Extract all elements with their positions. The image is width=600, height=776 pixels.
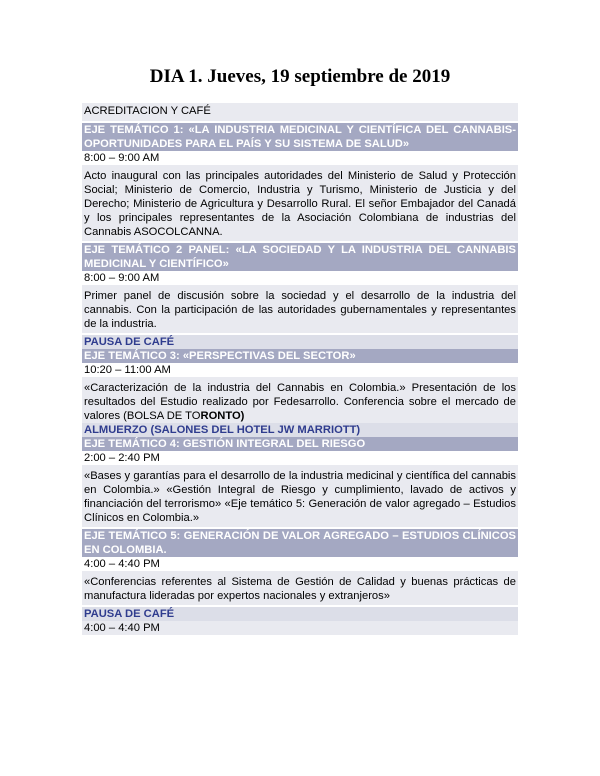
- eje3-description: [82, 377, 518, 423]
- eje4-description: «Bases y garantías para el desarrollo de la industria medicinal y científica del cannabis en Colombia.» «Gestión Integral de Riesgo y cumplimiento, lavado de activos y financiación del terrorismo» «Eje temático 5: Generación de valor agregado – Estudios Clínicos en Colombia.»: [82, 465, 518, 527]
- eje1-time: 8:00 – 9:00 AM: [82, 151, 518, 165]
- agenda-table: [82, 103, 518, 635]
- eje3-description-bold: RONTO): [200, 410, 245, 422]
- almuerzo-row: ALMUERZO (SALONES DEL HOTEL JW MARRIOTT): [82, 423, 518, 437]
- eje3-time: 10:20 – 11:00 AM: [82, 363, 518, 377]
- eje5-time: 4:00 – 4:40 PM: [82, 557, 518, 571]
- page-title: DIA 1. Jueves, 19 septiembre de 2019: [149, 66, 451, 87]
- pausa-cafe-2: PAUSA DE CAFÉ: [82, 607, 518, 621]
- eje5-header: EJE TEMÁTICO 5: GENERACIÓN DE VALOR AGREGADO – ESTUDIOS CLÍNICOS EN COLOMBIA.: [84, 530, 516, 556]
- eje4-header: EJE TEMÁTICO 4: GESTIÓN INTEGRAL DEL RIESGO: [82, 437, 518, 451]
- eje3-description-text: «Caracterización de la industria del Cannabis en Colombia.» Presentación de los resultados del Estudio realizado por Fedesarrollo. Conferencia sobre el mercado de valores (BOLSA DE TO: [84, 382, 516, 422]
- pausa-cafe-1: PAUSA DE CAFÉ: [82, 335, 518, 349]
- eje4-time: 2:00 – 2:40 PM: [82, 451, 518, 465]
- eje1-description: Acto inaugural con las principales autoridades del Ministerio de Salud y Protección Social; Ministerio de Comercio, Industria y Turismo, Ministerio de Justicia y del Derecho; Ministerio de Agricultura y Desarrollo Rural. El señor Embajador del Canadá y los principales representantes de la Asociación Colombiana de industrias del Cannabis ASOCOLCANNA.: [82, 165, 518, 241]
- eje3-header: EJE TEMÁTICO 3: «PERSPECTIVAS DEL SECTOR»: [82, 349, 518, 363]
- eje2-description: Primer panel de discusión sobre la sociedad y el desarrollo de la industria del cannabis. Con la participación de las autoridades gubernamentales y representantes de la industria.: [82, 285, 518, 333]
- pausa-cafe-2-time: 4:00 – 4:40 PM: [82, 621, 518, 635]
- eje1-header: EJE TEMÁTICO 1: «LA INDUSTRIA MEDICINAL Y CIENTÍFICA DEL CANNABIS-OPORTUNIDADES PARA EL PAÍS Y SU SISTEMA DE SALUD»: [84, 124, 516, 150]
- acreditacion-row: ACREDITACION Y CAFÉ: [82, 103, 518, 121]
- eje2-time: 8:00 – 9:00 AM: [82, 271, 518, 285]
- eje2-header: EJE TEMÁTICO 2 PANEL: «LA SOCIEDAD Y LA INDUSTRIA DEL CANNABIS MEDICINAL Y CIENTÍFICO»: [84, 244, 516, 270]
- eje5-description: «Conferencias referentes al Sistema de Gestión de Calidad y buenas prácticas de manufactura lideradas por expertos nacionales y extranjeros»: [82, 571, 518, 605]
